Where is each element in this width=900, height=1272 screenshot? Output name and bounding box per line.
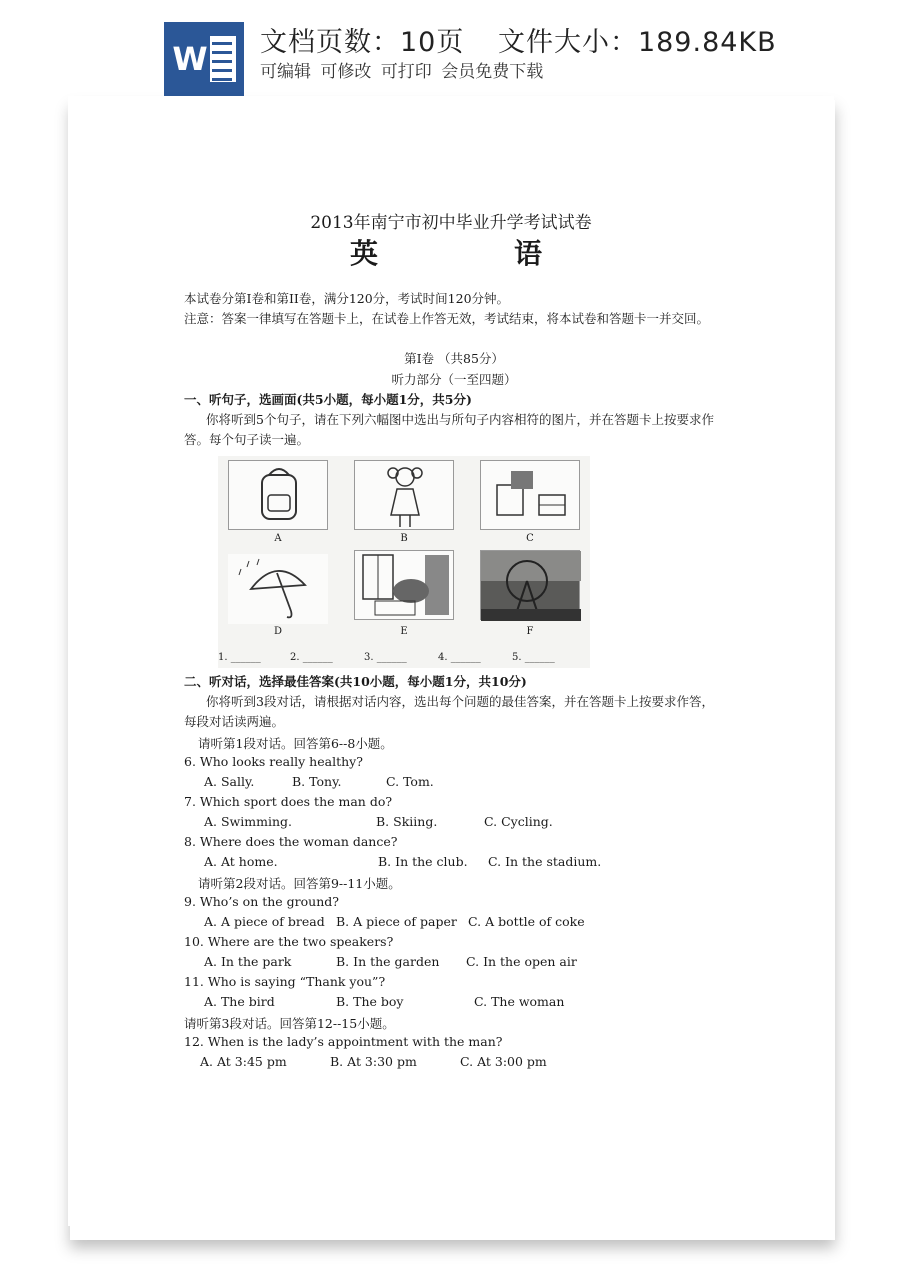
- option-b: B. The boy: [336, 994, 404, 1009]
- page-count: 文档页数：10页: [260, 27, 465, 58]
- blank-4: 4. ______: [438, 652, 481, 663]
- option-c: C. In the stadium.: [488, 854, 602, 869]
- dialogue-3-note: 请听第3段对话。回答第12--15小题。: [184, 1016, 395, 1031]
- umbrella-icon: [228, 554, 328, 624]
- girl-icon: [354, 460, 454, 530]
- option-a: A. Swimming.: [204, 814, 292, 829]
- option-b: B. Skiing.: [376, 814, 438, 829]
- option-b: B. In the club.: [378, 854, 468, 869]
- option-c: C. Cycling.: [484, 814, 553, 829]
- word-doc-icon: W: [164, 22, 244, 96]
- question-7: 7. Which sport does the man do?: [184, 794, 393, 809]
- doc-meta: [260, 20, 801, 59]
- exam-paper: [68, 96, 834, 1226]
- option-a: A. Sally.: [204, 774, 255, 789]
- question-11: 11. Who is saying “Thank you”?: [184, 974, 386, 989]
- blank-1: 1. ______: [218, 652, 261, 663]
- exam-title: 2013年南宁市初中毕业升学考试试卷: [310, 213, 592, 233]
- option-a: A. At home.: [204, 854, 278, 869]
- option-b: B. At 3:30 pm: [330, 1054, 417, 1069]
- pic-label-a: A: [274, 533, 282, 544]
- pic-label-e: E: [400, 626, 408, 637]
- feature-list: 可编辑 可修改 可打印 会员免费下载: [260, 62, 544, 82]
- option-b: B. Tony.: [292, 774, 342, 789]
- option-b: B. A piece of paper: [336, 914, 457, 929]
- option-a: A. The bird: [204, 994, 275, 1009]
- exam-subject: 英语: [350, 237, 679, 270]
- question-12: 12. When is the lady’s appointment with the man?: [184, 1034, 503, 1049]
- blank-3: 3. ______: [364, 652, 407, 663]
- pic-label-d: D: [273, 626, 283, 637]
- option-a: A. In the park: [204, 954, 292, 969]
- option-c: C. A bottle of coke: [468, 914, 585, 929]
- download-banner: [0, 0, 900, 100]
- listening-heading: 听力部分（一至四题）: [391, 372, 517, 387]
- pic-label-b: B: [400, 533, 408, 544]
- option-a: A. At 3:45 pm: [200, 1054, 287, 1069]
- pic-label-c: C: [526, 533, 534, 544]
- dialogue-1-note: 请听第1段对话。回答第6--8小题。: [198, 736, 393, 751]
- ferris-wheel-icon: [480, 550, 580, 620]
- option-c: C. In the open air: [466, 954, 577, 969]
- question-6: 6. Who looks really healthy?: [184, 754, 363, 769]
- intro-line-1: 本试卷分第I卷和第II卷，满分120分，考试时间120分钟。: [184, 291, 510, 306]
- furniture-icon: [480, 460, 580, 530]
- pic-label-f: F: [526, 626, 534, 637]
- section-1-title: 一、听句子，选画面(共5小题，每小题1分，共5分): [184, 392, 472, 407]
- question-10: 10. Where are the two speakers?: [184, 934, 394, 949]
- section-2-title: 二、听对话，选择最佳答案(共10小题，每小题1分，共10分): [184, 674, 527, 689]
- option-c: C. The woman: [474, 994, 565, 1009]
- question-8: 8. Where does the woman dance?: [184, 834, 398, 849]
- intro-line-2: 注意：答案一律填写在答题卡上，在试卷上作答无效，考试结束，将本试卷和答题卡一并交回。: [184, 311, 710, 326]
- blank-2: 2. ______: [290, 652, 333, 663]
- blank-5: 5. ______: [512, 652, 555, 663]
- part-1-heading: 第I卷 （共85分）: [404, 351, 504, 366]
- section-1-desc: 你将听到5个句子，请在下列六幅图中选出与所句子内容相符的图片，并在答题卡上按要求作答。每个句子读一遍。: [184, 412, 714, 447]
- option-a: A. A piece of bread: [204, 914, 325, 929]
- option-c: C. Tom.: [386, 774, 434, 789]
- backpack-icon: [228, 460, 328, 530]
- option-b: B. In the garden: [336, 954, 440, 969]
- question-9: 9. Who’s on the ground?: [184, 894, 339, 909]
- dialogue-2-note: 请听第2段对话。回答第9--11小题。: [198, 876, 401, 891]
- window-flowers-icon: [354, 550, 454, 620]
- file-size: 文件大小：189.84KB: [497, 27, 777, 58]
- option-c: C. At 3:00 pm: [460, 1054, 547, 1069]
- picture-grid: [218, 456, 590, 668]
- section-2-desc: 你将听到3段对话，请根据对话内容，选出每个问题的最佳答案，并在答题卡上按要求作答，每段对话读两遍。: [184, 694, 714, 729]
